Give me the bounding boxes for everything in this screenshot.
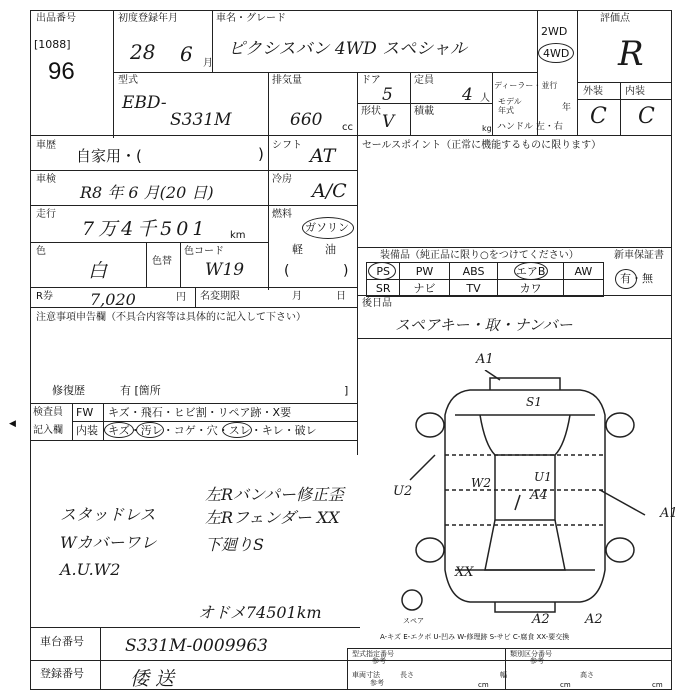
damage-legend: A-キズ E-エクボ U-凹み W-修理跡 S-サビ C-腐食 XX-要交換 xyxy=(380,633,570,641)
exterior-label: 外装 xyxy=(583,86,603,97)
comment-left-1: スタッドレス xyxy=(60,505,156,524)
divider xyxy=(195,287,196,307)
aftermarket-label: 後日品 xyxy=(362,298,392,309)
divider xyxy=(30,135,672,136)
capacity-unit: 人 xyxy=(480,93,490,104)
notes-label: 注意事項申告欄（不具合内容等は具体的に記入して下さい） xyxy=(36,312,306,323)
mark-u1: U1 xyxy=(534,470,552,484)
comment-left-2: Wカバーワレ xyxy=(60,533,157,552)
mark-a2-left: A2 xyxy=(532,612,550,627)
yogore-circle xyxy=(136,422,164,438)
divider xyxy=(100,627,101,690)
car-diagram xyxy=(400,370,650,615)
ac-value: A/C xyxy=(312,180,347,202)
mark-a4: A4 xyxy=(530,488,548,503)
shift-label: シフト xyxy=(272,140,302,151)
equipment-label: 装備品（純正品に限り○をつけてください） xyxy=(380,250,579,261)
warranty-value: 有・無 xyxy=(620,272,653,285)
comment-odometer: オドメ74501km xyxy=(198,603,322,622)
fuel-gas: ガソリン xyxy=(305,221,349,234)
sales-label: セールスポイント（正常に機能するものに限ります） xyxy=(362,140,602,151)
lot-code: [1088] xyxy=(34,38,71,51)
kizu-circle xyxy=(104,422,134,438)
history-close: ) xyxy=(258,145,264,163)
divider xyxy=(577,10,578,135)
mark-xx: XX xyxy=(455,565,474,580)
mark-a2-right: A2 xyxy=(585,612,603,627)
mileage-label: 走行 xyxy=(36,209,56,220)
comment-left-3: A.U.W2 xyxy=(60,560,121,579)
repair-label: 修復歴 xyxy=(52,384,85,397)
equip-aw: AW xyxy=(563,263,603,280)
history-label: 車歴 xyxy=(36,140,56,151)
paren-open: ( xyxy=(284,263,290,279)
inspector-label-2: 記入欄 xyxy=(33,425,63,436)
recycle-value: 7,020 xyxy=(90,290,136,309)
recycle-label: R券 xyxy=(36,291,53,302)
displacement-value: 660 xyxy=(290,110,323,130)
mark-u2: U2 xyxy=(393,484,413,499)
divider xyxy=(505,648,506,690)
fuel-gas-circle xyxy=(302,217,354,239)
mark-a1-top: A1 xyxy=(476,352,494,367)
model-year-label: モデル年式 xyxy=(498,97,522,115)
score-label: 評価点 xyxy=(600,13,630,24)
color-label: 色 xyxy=(36,246,46,257)
comment-right-2: 左Rフェンダー XX xyxy=(205,508,340,527)
history-value: 自家用・( xyxy=(76,147,142,165)
name-change-label: 名変期限 xyxy=(200,291,240,302)
lot-label: 出品番号 xyxy=(36,13,76,24)
recycle-unit: 円 xyxy=(176,292,186,303)
divider xyxy=(180,242,181,287)
divider xyxy=(30,660,672,661)
name-change-month: 月 xyxy=(292,291,302,302)
inner-label: 内装 xyxy=(76,424,98,437)
divider xyxy=(347,648,348,690)
cert-label: 型式指定番号 xyxy=(352,650,394,658)
inspection-value: R8 年 6 月(20 日) xyxy=(80,183,214,202)
pointer-arrow: ◀ xyxy=(9,419,16,429)
class-label: 類別区分番号 xyxy=(510,650,552,658)
divider xyxy=(30,205,357,206)
dims-label: 車両寸法 xyxy=(352,671,380,679)
spare-label: スペア xyxy=(403,617,424,625)
chassis-value: S331M-0009963 xyxy=(125,636,268,656)
interior-label: 内装 xyxy=(625,86,645,97)
capacity-label: 定員 xyxy=(414,75,434,86)
width-cm: cm xyxy=(560,681,571,689)
fw-items: キズ・飛石・ヒビ割・リペア跡・X要 xyxy=(108,406,292,419)
divider xyxy=(113,72,537,73)
divider xyxy=(492,72,493,135)
load-unit: kg xyxy=(482,124,492,133)
warranty-circle xyxy=(615,269,637,289)
fuel-light: 軽 xyxy=(292,243,303,256)
divider xyxy=(268,135,269,290)
equip-pw: PW xyxy=(400,263,449,280)
name-label: 車名・グレード xyxy=(216,13,286,24)
capacity-value: 4 xyxy=(462,85,473,105)
interior-value: C xyxy=(638,104,655,129)
equip-leather: カワ xyxy=(498,280,563,297)
first-reg-month: 6 xyxy=(180,42,193,66)
divider xyxy=(146,242,147,287)
exterior-value: C xyxy=(590,104,607,129)
divider xyxy=(30,440,357,441)
handle-label: ハンドル 左・右 xyxy=(497,122,563,132)
equip-navi: ナビ xyxy=(400,280,449,297)
dims-ref: 参考 xyxy=(370,679,384,687)
color-change-label: 色替 xyxy=(152,256,172,267)
divider xyxy=(357,338,672,339)
color-code-value: W19 xyxy=(205,260,245,280)
color-code-label: 色コード xyxy=(184,246,224,257)
airbag-circle xyxy=(514,262,548,280)
equipment-table xyxy=(366,262,604,297)
shape-value: V xyxy=(382,112,395,132)
displacement-unit: cc xyxy=(342,122,353,133)
divider xyxy=(357,247,672,248)
name-value: ピクシスバン 4WD スペシャル xyxy=(228,39,467,59)
ac-label: 冷房 xyxy=(272,174,292,185)
repair-value: 有 [箇所 xyxy=(120,384,161,397)
model-value-2: S331M xyxy=(170,110,232,130)
divider xyxy=(268,72,269,135)
model-label: 型式 xyxy=(118,75,138,86)
divider xyxy=(577,82,672,83)
shape-label: 形状 xyxy=(361,106,381,117)
comment-right-1: 左Rバンパー修正歪 xyxy=(205,485,344,504)
month-unit: 月 xyxy=(203,58,213,69)
inner-items: キズ・汚レ・コゲ・穴・スレ・キレ・破レ xyxy=(108,424,317,437)
lot-number: 96 xyxy=(48,58,75,85)
height-cm: cm xyxy=(652,681,663,689)
divider xyxy=(30,287,357,288)
mark-s1: S1 xyxy=(526,395,542,409)
4wd-circle xyxy=(538,43,574,63)
divider xyxy=(357,295,672,296)
drive-2wd: 2WD xyxy=(541,25,568,38)
ps-circle xyxy=(368,262,396,280)
drive-4wd: 4WD xyxy=(543,47,570,60)
cert-ref: 参考 xyxy=(372,657,386,665)
divider xyxy=(113,10,114,138)
reg-value: 倭 送 xyxy=(130,668,175,690)
warranty-label: 新車保証書 xyxy=(614,250,664,261)
height-label: 高さ xyxy=(580,671,594,679)
inspection-label: 車検 xyxy=(36,174,56,185)
doors-value: 5 xyxy=(382,85,393,105)
divider xyxy=(30,627,360,628)
fuel-oil: 油 xyxy=(325,243,336,256)
fuel-label: 燃料 xyxy=(272,209,292,220)
equip-blank xyxy=(563,280,603,297)
color-value: 白 xyxy=(88,260,108,282)
mileage-unit: km xyxy=(230,230,246,241)
year-unit: 年 xyxy=(562,103,572,113)
mark-w2: W2 xyxy=(471,476,491,490)
divider xyxy=(30,170,357,171)
equip-sr: SR xyxy=(367,280,400,297)
divider xyxy=(30,403,357,404)
repair-close: ] xyxy=(344,384,349,397)
divider xyxy=(212,10,213,72)
displacement-label: 排気量 xyxy=(272,75,302,86)
class-ref: 参考 xyxy=(530,657,544,665)
comment-right-3: 下廻りS xyxy=(205,535,264,554)
divider xyxy=(30,307,357,308)
divider xyxy=(577,99,672,100)
equip-tv: TV xyxy=(449,280,498,297)
length-label: 長さ xyxy=(400,671,414,679)
first-reg-label: 初度登録年月 xyxy=(118,13,178,24)
load-label: 積載 xyxy=(414,106,434,117)
mileage-value: 7万4千501 xyxy=(82,218,209,240)
chassis-label: 車台番号 xyxy=(40,635,84,648)
shift-value: AT xyxy=(310,145,336,167)
score-value: R xyxy=(618,34,644,74)
doors-label: ドア xyxy=(361,75,381,86)
inspector-label-1: 検査員 xyxy=(33,407,63,418)
mark-a1-right: A1 xyxy=(660,506,678,521)
divider xyxy=(357,103,492,104)
equip-ps: PS xyxy=(367,263,400,280)
divider xyxy=(620,82,621,135)
divider xyxy=(30,242,268,243)
divider xyxy=(537,10,538,135)
sure-circle xyxy=(222,422,252,438)
equip-airbag: エアB xyxy=(498,263,563,280)
model-value-1: EBD- xyxy=(122,93,167,113)
fw-label: FW xyxy=(76,406,94,419)
reg-label: 登録番号 xyxy=(40,667,84,680)
length-cm: cm xyxy=(478,681,489,689)
name-change-day: 日 xyxy=(336,291,346,302)
aftermarket-value: スペアキー・取・ナンバー xyxy=(395,316,573,334)
paren-close: ) xyxy=(343,263,349,279)
dealer-label: ディーラー・並行 xyxy=(494,81,558,90)
first-reg-year: 28 xyxy=(130,40,156,64)
width-label: 幅 xyxy=(500,671,507,679)
equip-abs: ABS xyxy=(449,263,498,280)
